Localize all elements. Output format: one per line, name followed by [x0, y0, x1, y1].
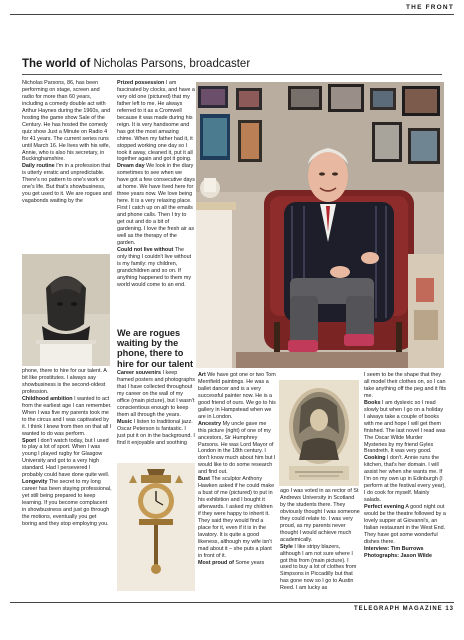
col3-paragraph-text: We have got one or two Tom Merrifield paintings. He was a ballet dancer and is a very successful painter now. He is a good friend of ours. We go to his gallery in Hampstead when we are in London. — [198, 372, 276, 420]
col5-paragraph — [364, 372, 446, 400]
column-4-bottom — [280, 488, 360, 594]
col4-paragraph-text: I like stripy blazers, although I am not sure where I got this from (main picture). I used to buy a lot of clothes from Simpsons in Piccadilly but that has gone now so I go to Austin Reed. I am lucky as — [280, 543, 357, 592]
col3-paragraph-text: My uncle gave me this picture (right) of one of my ancestors, Sir Humphrey Parsons. He was Lord Mayor of London in the 18th century. I don't know much about him but I would like to do some research and find out. — [198, 420, 276, 476]
col1b-paragraph-text: I wanted to act from the earliest age I can remember. When I was five my parents took me to the circus and I was captivated by it. I think I knew from then on that all I wanted to do was perform. — [22, 395, 112, 437]
col4-paragraph — [280, 544, 360, 593]
col1b-paragraph — [22, 438, 112, 480]
col2b-paragraph-text: I keep framed posters and photographs that I have collected throughout my career on the wall of my office (main picture), but I wasn't conscientious enough to keep them all through the years. — [117, 370, 195, 418]
clock-photo — [117, 463, 195, 591]
col3-paragraph — [198, 476, 276, 559]
col3-paragraph-heading: Bust — [198, 476, 210, 483]
headline-bold: The world of — [22, 58, 91, 70]
col2-paragraph — [117, 80, 195, 163]
column-1-top — [22, 80, 112, 252]
col3-paragraph — [198, 421, 276, 477]
col5-paragraph-text: I seem to be the shape that they all model their clothes on, so I can take anything off the peg and it fits me. — [364, 372, 446, 399]
col3-paragraph-text: The sculptor Anthony Hawken asked if he could make a bust of me (pictured) to put in his exhibition and I bought it afterwards. I asked my children if they were happy to inherit it. They said they would find a place for it, even if it is in the lavatory. It is quite a good likeness, although my wife isn't mad about it – she puts a plant in front of it. — [198, 476, 275, 559]
column-5 — [364, 372, 446, 594]
col2-paragraph — [117, 247, 195, 289]
col2b-paragraph — [117, 419, 195, 447]
col1b-paragraph-heading: Sport — [22, 437, 37, 444]
column-3 — [198, 372, 276, 594]
col1-paragraph-heading: Daily routine — [22, 163, 55, 170]
headline-rule — [22, 74, 442, 75]
col3-paragraph-text: Some years — [233, 559, 265, 566]
main-photo — [196, 82, 444, 368]
col3-paragraph-heading: Ancestry — [198, 420, 222, 427]
col4-paragraph-text: ago I was voted in as rector of St Andrews University in Scotland by the students there. They obviously thought I was someone they could relate to. I was very proud, as my parents never thought I would achieve much academically. — [280, 488, 360, 543]
footer-rule — [10, 602, 454, 603]
col5-paragraph — [364, 504, 446, 546]
col1b-paragraph-text: phone, there to hire for our talent. A bit like prostitutes. I always say showbusiness is the second-oldest profession. — [22, 368, 107, 395]
col1b-paragraph — [22, 396, 112, 438]
col1b-paragraph-text: The secret to my long career has been staying professional, yet still being prepared to keep learning. If you become complacent in showbusiness and just go through the motions, eventually you get boring and they stop employing you. — [22, 479, 112, 527]
col3-paragraph — [198, 372, 276, 421]
col1b-paragraph — [22, 368, 112, 396]
column-2-top — [117, 80, 195, 326]
col1-paragraph-text: I'm in a profession that is utterly erratic and unpredictable. There's no pattern to one's work or one's life. But that's showbusiness, you get used to it. We are rogues and vagabonds waiting by the — [22, 163, 112, 205]
col1b-paragraph-text: I don't watch today, but I used to play a lot of sport. When I was young I played rugby for Glasgow University and got to a very high standard. Had I persevered I probably could have done quite well. — [22, 437, 110, 479]
ancestor-portrait — [279, 380, 359, 486]
col2-paragraph-heading: Dream day — [117, 163, 145, 170]
col1b-paragraph-heading: Childhood ambition — [22, 395, 73, 402]
col2b-paragraph — [117, 370, 195, 419]
col2b-paragraph-heading: Music — [117, 418, 133, 425]
credits-text: Interview: Tim Burrows Photographs: Jason Wilde — [364, 545, 432, 559]
col2-paragraph-text: I am fascinated by clocks, and have a very old one (pictured) that my father left to me. He always referred to it as a Cromwell because it was made during his reign. It is very handsome and has got the most amazing chime. When my father had it, it stopped working one day so I took it away, cleaned it, put it all together again and got it going. — [117, 80, 195, 163]
col2-paragraph-heading: Could not live without — [117, 246, 174, 253]
top-rule — [10, 14, 454, 15]
col5-paragraph-text: A good night out would be the theatre followed by a lovely supper at Giovanni's, an Italian restaurant in the West End. They have got some wonderful dishes there. — [364, 504, 446, 545]
col2-paragraph — [117, 163, 195, 246]
col2-paragraph-text: We look in the diary sometimes to see when we have got a few consecutive days at home. We have lived here for three years now. We love being here. It is a very relaxing place. First I catch up on all the emails and phone calls. Then I try to get out and do a bit of gardening. I love the fresh air as well as the therapy of the garden. — [117, 163, 195, 246]
col5-paragraph-text: I don't. Annie runs the kitchen, that's her domain. I will assist her when she wants me. If I'm on my own up in Edinburgh (I perform at the festival every year), I do cook for myself. Mainly salads. — [364, 455, 446, 504]
section-label: THE FRONT — [406, 4, 454, 11]
col5-paragraph-heading: Perfect evening — [364, 504, 405, 511]
col5-paragraph-text: I am dyslexic so I read slowly but when I go on a holiday I always take a couple of books with me and hope I will get them finished. The last novel I read was The Oscar Wilde Murder Mysteries by my friend Gyles Brandreth. It was very good. — [364, 399, 446, 455]
headline-rest: Nicholas Parsons, broadcaster — [90, 58, 251, 70]
credits — [364, 546, 446, 560]
bust-photo — [22, 254, 110, 366]
col4-paragraph — [280, 488, 360, 544]
headline — [22, 58, 250, 70]
col3-paragraph-heading: Art — [198, 372, 206, 378]
page-footer: TELEGRAPH MAGAZINE 13 — [353, 606, 454, 612]
column-2-bottom — [117, 370, 195, 460]
col1-intro: Nicholas Parsons, 86, has been performing on stage, screen and radio for more than 60 years, including a comedy double act with Arthur Haynes during the 1960s, and hosting the game show Sale of the Century. He has hosted the comedy quiz show Just a Minute on Radio 4 for 41 years. The current series runs until March 16. He lives with his wife, Annie, who is also his secretary, in Buckinghamshire. — [22, 80, 111, 163]
col2b-paragraph-text: I listen to traditional jazz. Oscar Peterson is fantastic. I just put it on in the background. I find it enjoyable and soothing — [117, 418, 195, 446]
col1b-paragraph — [22, 479, 112, 528]
col1b-paragraph-heading: Longevity — [22, 479, 48, 486]
col3-paragraph — [198, 560, 276, 567]
column-1-bottom — [22, 368, 112, 596]
col5-paragraph — [364, 400, 446, 456]
col5-paragraph-heading: Cooking — [364, 455, 386, 462]
col4-paragraph-heading: Style — [280, 543, 293, 550]
col5-paragraph-heading: Books — [364, 399, 381, 406]
col1-paragraph — [22, 163, 112, 205]
col3-paragraph-heading: Most proud of — [198, 559, 234, 566]
col2-paragraph-heading: Prized possession — [117, 80, 165, 86]
col5-paragraph — [364, 455, 446, 504]
pull-quote: We are rogues waiting by the phone, there to hire for our talent — [117, 328, 194, 369]
col2-paragraph-text: The only thing I couldn't live without is my family: my children, grandchildren and so on. If anything happened to them my world would come to an end. — [117, 246, 192, 288]
col2b-paragraph-heading: Career souvenirs — [117, 370, 162, 376]
